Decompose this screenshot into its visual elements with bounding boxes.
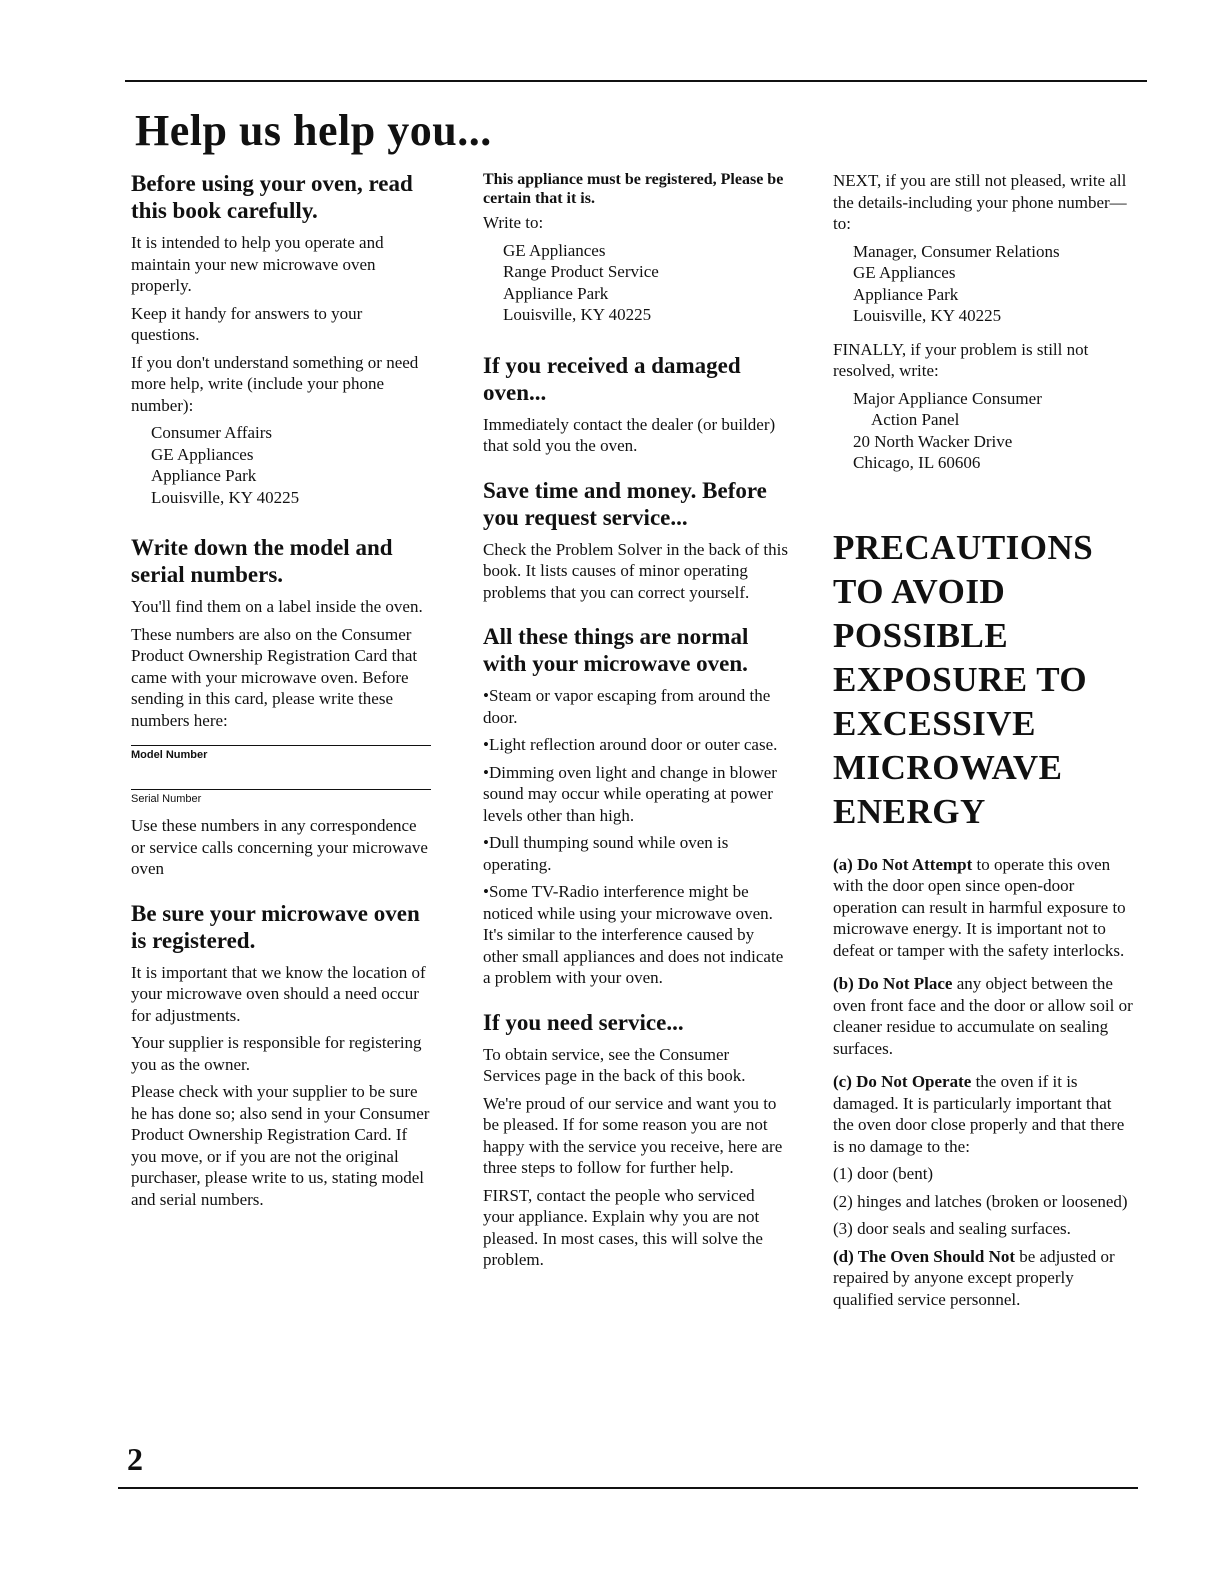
bottom-rule bbox=[118, 1487, 1138, 1489]
list-item: (3) door seals and sealing surfaces. bbox=[833, 1219, 1071, 1238]
heading-normal-things: All these things are normal with your microwave oven. bbox=[483, 624, 749, 676]
page-title: Help us help you... bbox=[135, 106, 492, 155]
paragraph: Keep it handy for answers to your questions. bbox=[131, 303, 363, 344]
precaution-d-text: be adjusted or repaired by anyone except properly qualified service personnel. bbox=[833, 1246, 1115, 1309]
precaution-b bbox=[833, 973, 1133, 1059]
serial-number-label: Serial Number bbox=[131, 793, 202, 805]
model-number-label: Model Number bbox=[131, 749, 208, 761]
precaution-c bbox=[833, 1071, 1133, 1157]
paragraph: FIRST, contact the people who serviced your appliance. Explain why you are not pleased. In most cases, this will solve the problem. bbox=[483, 1185, 763, 1269]
paragraph: To obtain service, see the Consumer Services page in the back of this book. bbox=[483, 1044, 746, 1085]
precaution-b-text: any object between the oven front face and the door or allow soil or cleaner residue to accumulate on sealing surfaces. bbox=[833, 974, 1133, 1058]
address-line: Appliance Park bbox=[151, 466, 257, 485]
address-consumer-affairs bbox=[131, 422, 431, 508]
precautions-heading: PRECAUTIONS TO AVOID POSSIBLE EXPOSURE TO EXCESSIVE MICROWAVE ENERGY bbox=[833, 527, 1094, 831]
paragraph: It is intended to help you operate and maintain your new microwave oven properly. bbox=[131, 233, 384, 295]
address-line: Consumer Affairs bbox=[151, 423, 273, 442]
list-item: •Light reflection around door or outer case. bbox=[483, 735, 778, 754]
precaution-b-title: (b) Do Not Place bbox=[833, 974, 953, 993]
paragraph: NEXT, if you are still not pleased, write all the details-including your phone number—to: bbox=[833, 171, 1127, 233]
address-line: Appliance Park bbox=[503, 283, 609, 303]
heading-model-serial: Write down the model and serial numbers. bbox=[131, 535, 393, 587]
list-item: •Steam or vapor escaping from around the door. bbox=[483, 686, 771, 727]
heading-damaged-oven: If you received a damaged oven... bbox=[483, 352, 741, 405]
address-line: Manager, Consumer Relations bbox=[853, 241, 1060, 261]
list-item: •Some TV-Radio interference might be noticed while using your microwave oven. It's similar to the interference caused by other small appliances and does not indicate a problem with your oven. bbox=[483, 882, 784, 987]
page-number: 2 bbox=[127, 1441, 143, 1477]
address-range-service bbox=[483, 240, 788, 326]
heading-before-using: Before using your oven, read this book carefully. bbox=[131, 171, 413, 223]
address-line: GE Appliances bbox=[853, 263, 956, 282]
list-item: (2) hinges and latches (broken or loosened) bbox=[833, 1191, 1128, 1211]
address-line: Louisville, KY 40225 bbox=[853, 306, 1002, 325]
paragraph: Use these numbers in any correspondence or service calls concerning your microwave oven bbox=[131, 816, 428, 878]
address-line: Action Panel bbox=[871, 410, 960, 429]
paragraph: Write to: bbox=[483, 213, 544, 232]
precaution-a bbox=[833, 854, 1133, 962]
precaution-a-text: to operate this oven with the door open since open-door operation can result in harmful exposure to microwave energy. It is important not to defeat or tamper with the safety interlocks. bbox=[833, 854, 1126, 960]
precaution-d-title: (d) The Oven Should Not bbox=[833, 1246, 1016, 1266]
paragraph: If you don't understand something or need more help, write (include your phone number): bbox=[131, 352, 419, 415]
list-item: (1) door (bent) bbox=[833, 1164, 934, 1183]
address-line: Chicago, IL 60606 bbox=[853, 453, 981, 472]
paragraph: Check the Problem Solver in the back of this book. It lists causes of minor operating problems that you can correct yourself. bbox=[483, 539, 788, 602]
list-item: •Dimming oven light and change in blower sound may occur while operating at power levels other than high. bbox=[483, 762, 777, 825]
column-2 bbox=[483, 170, 788, 1277]
address-line: Louisville, KY 40225 bbox=[151, 487, 300, 507]
serial-number-line bbox=[131, 789, 431, 790]
address-line: Major Appliance Consumer bbox=[853, 388, 1042, 408]
paragraph: Immediately contact the dealer (or builder) that sold you the oven. bbox=[483, 414, 776, 455]
paragraph: It is important that we know the location of your microwave oven should a need occur for adjustments. bbox=[131, 962, 426, 1025]
address-line: GE Appliances bbox=[151, 444, 254, 464]
model-number-line bbox=[131, 745, 431, 746]
precaution-c-text: the oven if it is damaged. It is particularly important that the oven door close properly and that there is no damage to the: bbox=[833, 1072, 1125, 1156]
address-consumer-relations bbox=[833, 241, 1133, 327]
precaution-a-title: (a) Do Not Attempt bbox=[833, 854, 973, 874]
column-3 bbox=[833, 170, 1133, 1316]
paragraph: Please check with your supplier to be sure he has done so; also send in your Consumer Product Ownership Registration Card. If you move, or if you are not the original purchaser, please write to us, stating model and serial numbers. bbox=[131, 1082, 430, 1209]
paragraph: These numbers are also on the Consumer Product Ownership Registration Card that came with your microwave oven. Before sending in this card, please write these numbers here: bbox=[131, 624, 418, 730]
address-line: Louisville, KY 40225 bbox=[503, 305, 652, 324]
top-rule bbox=[125, 80, 1147, 82]
registration-notice: This appliance must be registered, Please be certain that it is. bbox=[483, 171, 784, 207]
address-line: Appliance Park bbox=[853, 284, 959, 304]
address-line: Range Product Service bbox=[503, 262, 659, 281]
paragraph: We're proud of our service and want you to be pleased. If for some reason you are not happy with the service you receive, here are three steps to follow for further help. bbox=[483, 1093, 783, 1177]
heading-need-service: If you need service... bbox=[483, 1009, 684, 1035]
list-item: •Dull thumping sound while oven is operating. bbox=[483, 833, 729, 874]
heading-registered: Be sure your microwave oven is registered. bbox=[131, 900, 420, 953]
precaution-d bbox=[833, 1246, 1133, 1311]
paragraph: FINALLY, if your problem is still not resolved, write: bbox=[833, 339, 1089, 380]
paragraph: You'll find them on a label inside the oven. bbox=[131, 597, 423, 616]
address-action-panel bbox=[833, 388, 1133, 474]
address-line: GE Appliances bbox=[503, 240, 606, 260]
precaution-c-title: (c) Do Not Operate bbox=[833, 1072, 972, 1091]
address-line: 20 North Wacker Drive bbox=[853, 431, 1013, 451]
heading-save-time: Save time and money. Before you request service... bbox=[483, 477, 767, 530]
paragraph: Your supplier is responsible for registering you as the owner. bbox=[131, 1033, 422, 1074]
column-1 bbox=[131, 170, 431, 1216]
